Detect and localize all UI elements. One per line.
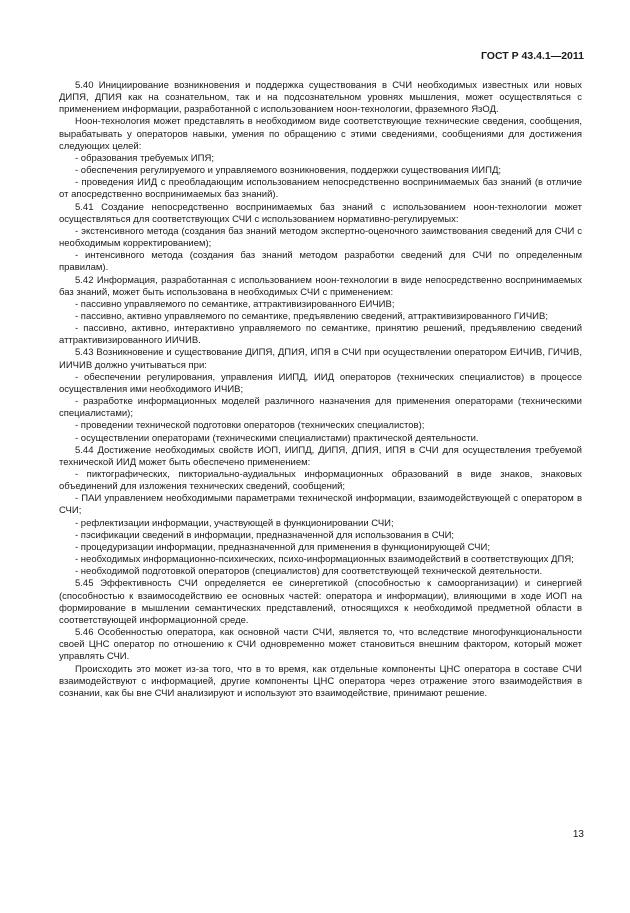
paragraph-5-40: 5.40 Инициирование возникновения и поддержка существования в СЧИ необходимых известных или новых ДИПЯ, ДПИЯ как на сознательном, так и на подсознательном уровнях мышления, может осуществляться с применением информации, разработанной с использованием ноон-технологии, фраземного ЯзОД. — [59, 80, 582, 116]
standard-header: ГОСТ Р 43.4.1—2011 — [480, 50, 584, 62]
paragraph-5-45: 5.45 Эффективность СЧИ определяется ее синергетикой (способностью к самоорганизации) и синергией (способностью к взаимосодействию ее основных частей: оператора и информации), влияющими в ходе ИОП на формирование в мышлении семантических представлений, относящихся к необходимой предметной области в соответствующей информационной среде. — [59, 578, 582, 626]
list-item: - обеспечения регулируемого и управляемого возникновения, поддержки существования ИИПД; — [75, 165, 502, 177]
list-item: - пиктографических, пикториально-аудиальных информационных образований в виде знаков, знаковых объединений для изложения технических сведений, сообщений; — [59, 469, 582, 493]
list-item: - рефлектизации информации, участвующей в функционировании СЧИ; — [75, 517, 394, 529]
list-item: - проведении технической подготовки операторов (технических специалистов); — [75, 420, 425, 432]
paragraph-5-46: 5.46 Особенностью оператора, как основной части СЧИ, является то, что вследствие многофункциональности своей ЦНС оператор по отношению к СЧИ одновременно может становиться внешним фактором, который может управлять СЧИ. — [59, 627, 582, 663]
paragraph: Происходить это может из-за того, что в то время, как отдельные компоненты ЦНС оператора в составе СЧИ взаимодействуют с информацией, другие компоненты ЦНС оператора через отражение этого взаимодействия в сознании, как бы вне СЧИ анализируют и используют это взаимодействие, принимают решение. — [59, 663, 582, 699]
list-item: - ПАИ управлением необходимыми параметрами технической информации, взаимодействующей с оператором в СЧИ; — [59, 493, 582, 517]
list-item: - пассивно, активно управляемого по семантике, предъявлению сведений, аттрактивизированного ГИЧИВ; — [75, 310, 548, 322]
list-item: - пассивно управляемого по семантике, аттрактивизированного ЕИЧИВ; — [75, 298, 395, 310]
document-body — [59, 80, 582, 700]
list-item: - пассивно, активно, интерактивно управляемого по семантике, принятию решений, предъявлению сведений аттрактивизированного ИИЧИВ. — [59, 323, 582, 347]
list-item: - необходимых информационно-психических, психо-информационных взаимодействий в соответствующих ДПЯ; — [75, 554, 574, 566]
list-item: - проведения ИИД с преобладающим использованием непосредственно воспринимаемых баз знаний (в отличие от апосредственно воспринимаемых баз знаний). — [59, 177, 582, 201]
list-item: - экстенсивного метода (создания баз знаний методом экспертно-оценочного заимствования сведений для СЧИ с необходимым корректированием); — [59, 225, 582, 250]
paragraph-5-42: 5.42 Информация, разработанная с использованием ноон-технологии в виде непосредственно воспринимаемых баз знаний, может быть использована в необходимых СЧИ с применением: — [59, 274, 582, 298]
list-item: - образования требуемых ИПЯ; — [75, 152, 214, 164]
list-item: - разработке информационных моделей различного назначения для применения операторами (техническими специалистами); — [59, 396, 582, 420]
paragraph-5-41: 5.41 Создание непосредственно воспринимаемых баз знаний с использованием ноон-технологии может осуществляться для соответствующих СЧИ с использованием нормативно-регулируемых: — [59, 201, 582, 225]
list-item: - обеспечении регулирования, управления ИИПД, ИИД операторов (технических специалистов) в процессе осуществления ими необходимого ИЧИВ; — [59, 371, 582, 395]
paragraph: Ноон-технология может представлять в необходимом виде соответствующие технические сведения, сообщения, вырабатывать у операторов навыки, умения по обращению с этими сведениями, сообщениями для достижения следующих целей: — [59, 116, 582, 152]
list-item: - интенсивного метода (создания баз знаний методом разработки сведений для СЧИ по определенным правилам). — [59, 250, 582, 274]
list-item: - пэсификации сведений в информации, предназначенной для использования в СЧИ; — [75, 529, 455, 541]
paragraph-5-43: 5.43 Возникновение и существование ДИПЯ, ДПИЯ, ИПЯ в СЧИ при осуществлении оператором ЕИЧИВ, ГИЧИВ, ИИЧИВ должно учитываться при: — [59, 347, 582, 371]
list-item: - осуществлении операторами (техническими специалистами) практической деятельности. — [75, 432, 479, 444]
page-number: 13 — [572, 829, 584, 840]
list-item: - необходимой подготовкой операторов (специалистов) для соответствующей технической деятельности. — [75, 566, 543, 578]
list-item: - процедуризации информации, предназначенной для применения в функционирующей СЧИ; — [75, 541, 490, 553]
paragraph-5-44: 5.44 Достижение необходимых свойств ИОП, ИИПД, ДИПЯ, ДПИЯ, ИПЯ в СЧИ для осуществления требуемой технической ИИД может быть обеспечено применением: — [59, 444, 582, 468]
